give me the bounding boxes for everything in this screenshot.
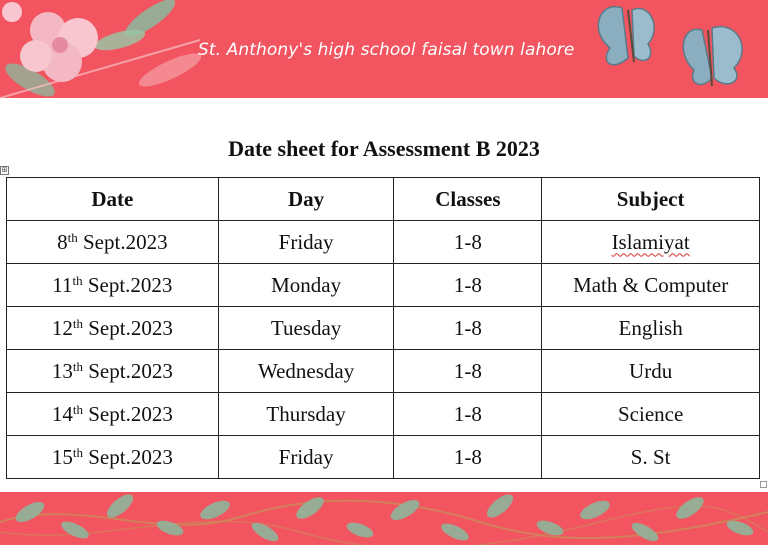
header-banner <box>0 0 768 98</box>
date-cell: 11th Sept.2023 <box>7 264 219 307</box>
column-header-classes: Classes <box>394 178 542 221</box>
classes-cell: 1-8 <box>394 436 542 479</box>
table-move-handle-icon[interactable]: ⊞ <box>1 166 8 174</box>
leaf-vine-decoration <box>0 492 768 545</box>
table-row <box>7 307 760 350</box>
date-sheet-table <box>6 177 760 479</box>
day-cell: Monday <box>218 264 394 307</box>
subject-cell: Science <box>542 393 760 436</box>
classes-cell: 1-8 <box>394 221 542 264</box>
footer-banner <box>0 492 768 545</box>
column-header-date: Date <box>7 178 219 221</box>
subject-cell: S. St <box>542 436 760 479</box>
classes-cell: 1-8 <box>394 264 542 307</box>
butterfly-icon <box>683 27 742 86</box>
classes-cell: 1-8 <box>394 393 542 436</box>
classes-cell: 1-8 <box>394 350 542 393</box>
butterfly-icon <box>598 7 654 65</box>
date-cell: 15th Sept.2023 <box>7 436 219 479</box>
day-cell: Thursday <box>218 393 394 436</box>
spellcheck-underlined-text: Islamiyat <box>611 229 690 254</box>
table-resize-handle[interactable] <box>760 481 767 488</box>
subject-cell <box>542 221 760 264</box>
subject-cell: Math & Computer <box>542 264 760 307</box>
column-header-day: Day <box>218 178 394 221</box>
table-row <box>7 350 760 393</box>
day-cell: Friday <box>218 221 394 264</box>
table-row <box>7 436 760 479</box>
date-cell: 12th Sept.2023 <box>7 307 219 350</box>
table-row <box>7 264 760 307</box>
table-row <box>7 221 760 264</box>
subject-cell: Urdu <box>542 350 760 393</box>
date-cell: 13th Sept.2023 <box>7 350 219 393</box>
date-cell: 14th Sept.2023 <box>7 393 219 436</box>
classes-cell: 1-8 <box>394 307 542 350</box>
day-cell: Tuesday <box>218 307 394 350</box>
subject-cell: English <box>542 307 760 350</box>
school-name: St. Anthony's high school faisal town lahore <box>198 40 575 60</box>
column-header-subject: Subject <box>542 178 760 221</box>
date-cell: 8th Sept.2023 <box>7 221 219 264</box>
page-title: Date sheet for Assessment B 2023 <box>228 136 540 161</box>
table-header-row <box>7 178 760 221</box>
day-cell: Wednesday <box>218 350 394 393</box>
day-cell: Friday <box>218 436 394 479</box>
table-row <box>7 393 760 436</box>
